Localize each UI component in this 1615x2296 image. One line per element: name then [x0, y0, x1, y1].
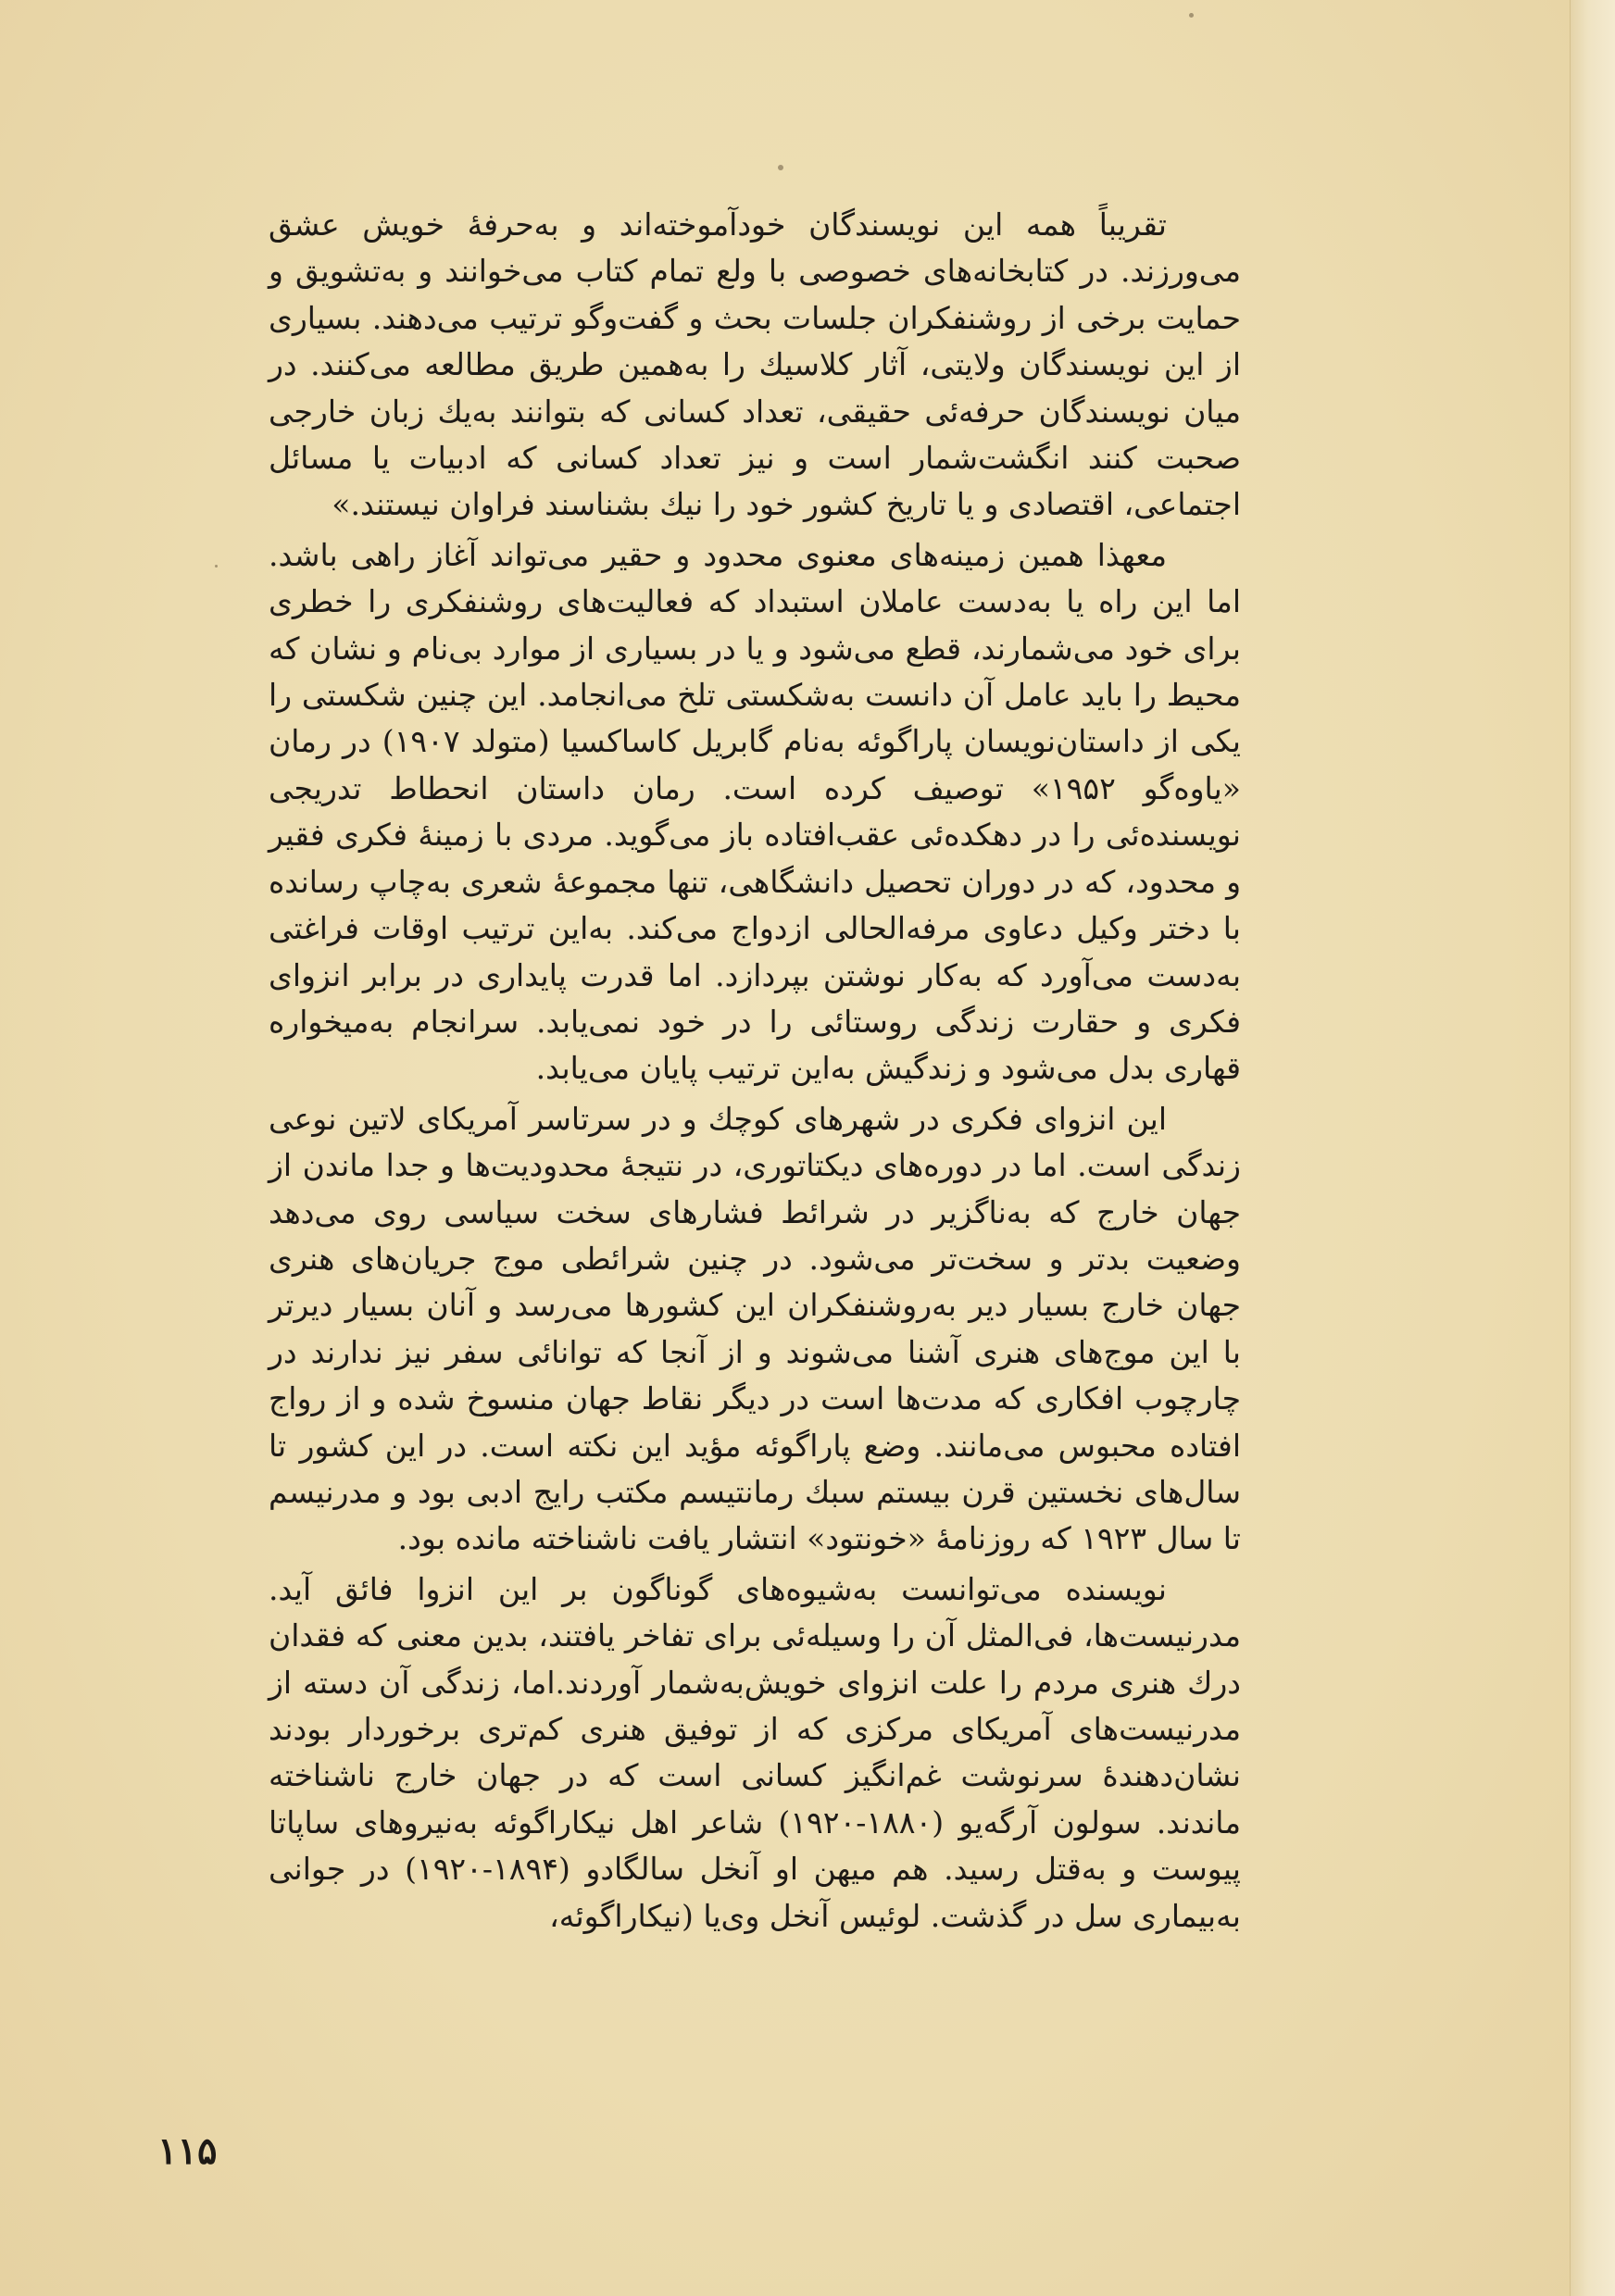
paper-speck — [778, 165, 783, 170]
paragraph-1: تقریباً همه این نویسندگان خودآموخته‌اند و به‌حرفهٔ خویش عشق می‌ورزند. در کتابخانه‌های خصوصی با ولع تمام کتاب می‌خوانند و به‌تشویق و حمایت برخی از روشنفکران جلسات بحث و گفت‌وگو ترتیب می‌دهند. بسیاری از این نویسندگان ولایتی، آثار کلاسیك را به‌همین طریق مطالعه می‌کنند. در میان نویسندگان حرفه‌ئی حقیقی، تعداد کسانی که بتوانند به‌یك زبان خارجی صحبت کنند انگشت‌شمار است و نیز تعداد کسانی که ادبیات یا مسائل اجتماعی، اقتصادی و یا تاریخ کشور خود را نیك بشناسند فراوان نیستند.» — [269, 206, 1241, 523]
paragraph-4: نویسنده می‌توانست به‌شیوه‌های گوناگون بر این انزوا فائق آید. مدرنیست‌ها، فی‌المثل آن را وسیله‌ئی برای تفاخر یافتند، بدین معنی که فقدان درك هنری مردم را علت انزوای خویش‌به‌شمار آوردند.اما، زندگی آن دسته از مدرنیست‌های آمریکای مرکزی که از توفیق هنری کم‌تری برخوردار بودند نشان‌دهندهٔ سرنوشت غم‌انگیز کسانی است که در جهان خارج ناشناخته ماندند. سولون آرگه‌یو (۱۸۸۰-۱۹۲۰) شاعر اهل نیکاراگوئه به‌نیروهای ساپاتا پیوست و به‌قتل رسید. هم میهن او آنخل سالگادو (۱۸۹۴-۱۹۲۰) در جوانی به‌بیماری سل در گذشت. لوئیس آنخل وی‌یا (نیکاراگوئه، — [269, 1570, 1241, 1934]
paragraph-3: این انزوای فکری در شهرهای کوچك و در سرتاسر آمریکای لاتین نوعی زندگی است. اما در دوره‌های دیکتاتوری، در نتیجهٔ محدودیت‌ها و جدا ماندن از جهان خارج که به‌ناگزیر در شرائط فشارهای سخت سیاسی روی می‌دهد وضعیت بدتر و سخت‌تر می‌شود. در چنین شرائطی موج جریان‌های هنری جهان خارج بسیار دیر به‌روشنفکران این کشورها می‌رسد و آنان بسیار دیرتر با این موج‌های هنری آشنا می‌شوند و از آنجا که توانائی سفر نیز ندارند در چارچوب افکاری که مدت‌ها است در دیگر نقاط جهان منسوخ شده و از رواج افتاده محبوس می‌مانند. وضع پاراگوئه مؤید این نکته است. در این کشور تا سال‌های نخستین قرن بیستم سبك رمانتیسم مکتب رایج ادبی بود و مدرنیسم تا سال ۱۹۲۳ که روزنامهٔ «خونتود» انتشار یافت ناشناخته مانده بود. — [269, 1100, 1241, 1557]
paragraph-2: معهذا همین زمینه‌های معنوی محدود و حقیر می‌تواند آغاز راهی باشد. اما این راه یا به‌دست عاملان استبداد که فعالیت‌های روشنفکری را خطری برای خود می‌شمارند، قطع می‌شود و یا در بسیاری از موارد بی‌نام و نشان که محیط را باید عامل آن دانست به‌شکستی تلخ می‌انجامد. این چنین شکستی را یکی از داستان‌نویسان پاراگوئه به‌نام گابریل کاساکسیا (متولد ۱۹۰۷) در رمان «یاوه‌گو ۱۹۵۲» توصیف کرده است. رمان داستان انحطاط تدریجی نویسنده‌ئی را در دهکده‌ئی عقب‌افتاده باز می‌گوید. مردی با زمینهٔ فکری فقیر و محدود، که در دوران تحصیل دانشگاهی، تنها مجموعهٔ شعری به‌چاپ رسانده با دختر وکیل دعاوی مرفه‌الحالی ازدواج می‌کند. به‌این ترتیب اوقات فراغتی به‌دست می‌آورد که به‌کار نوشتن بپردازد. اما قدرت پایداری در برابر انزوای فکری و حقارت زندگی روستائی را در خود نمی‌یابد. سرانجام به‌میخواره قهاری بدل می‌شود و زندگیش به‌این ترتیب پایان می‌یابد. — [269, 536, 1241, 1087]
paper-speck — [1189, 13, 1194, 18]
paper-speck — [215, 565, 218, 568]
page-number: ۱۱۵ — [157, 2129, 218, 2173]
page-edge-strip — [1570, 0, 1615, 2296]
body-text — [269, 202, 1241, 1940]
